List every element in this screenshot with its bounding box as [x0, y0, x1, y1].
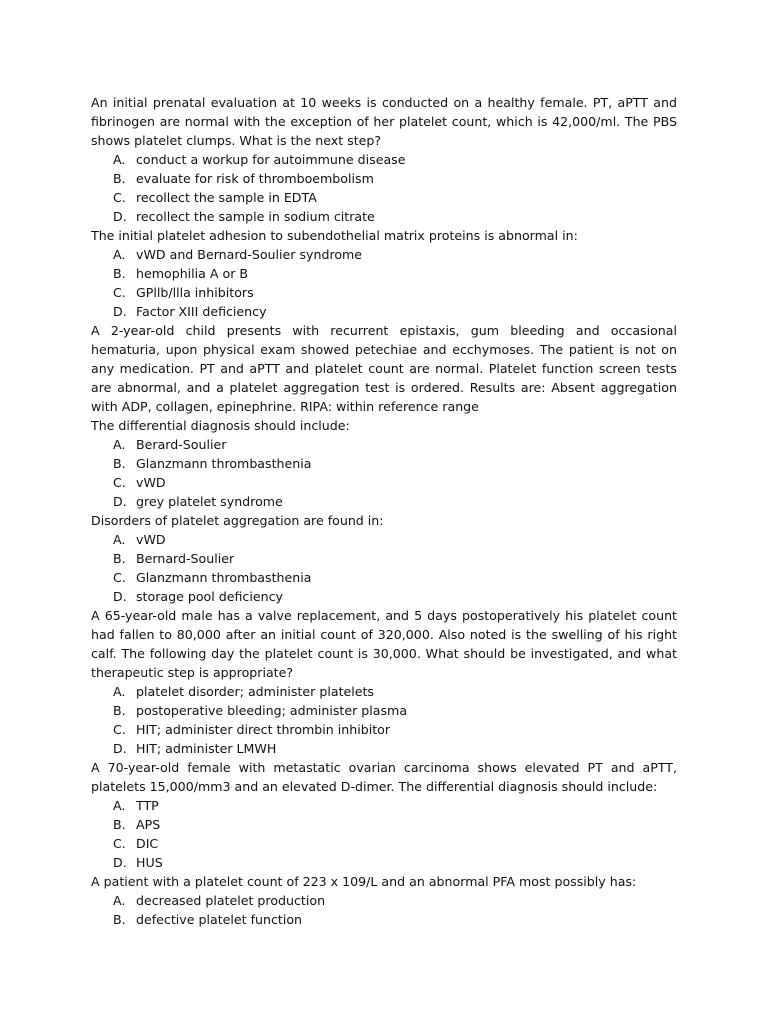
answer-option	[91, 530, 677, 549]
question-stem: Disorders of platelet aggregation are found in:	[91, 513, 384, 528]
option-text: decreased platelet production	[136, 893, 326, 908]
answer-options	[91, 150, 677, 226]
option-text: storage pool deficiency	[136, 589, 283, 604]
answer-option	[91, 682, 677, 701]
answer-option	[91, 834, 677, 853]
option-text: Factor XIII deficiency	[136, 304, 267, 319]
answer-option	[91, 245, 677, 264]
answer-option	[91, 891, 677, 910]
answer-option	[91, 169, 677, 188]
option-letter: B.	[113, 912, 126, 927]
answer-option	[91, 302, 677, 321]
answer-option	[91, 796, 677, 815]
option-text: recollect the sample in EDTA	[136, 190, 317, 205]
answer-option	[91, 454, 677, 473]
option-letter: A.	[113, 798, 126, 813]
option-text: Glanzmann thrombasthenia	[136, 456, 312, 471]
answer-options	[91, 891, 677, 929]
option-letter: D.	[113, 304, 127, 319]
option-letter: C.	[113, 722, 126, 737]
question-stem: A patient with a platelet count of 223 x 109/L and an abnormal PFA most possibly has:	[91, 874, 637, 889]
option-letter: A.	[113, 247, 126, 262]
option-text: defective platelet function	[136, 912, 303, 927]
option-text: Berard-Soulier	[136, 437, 227, 452]
option-text: postoperative bleeding; administer plasma	[136, 703, 408, 718]
option-text: vWD	[136, 532, 166, 547]
option-text: vWD	[136, 475, 166, 490]
answer-option	[91, 473, 677, 492]
option-text: grey platelet syndrome	[136, 494, 283, 509]
option-letter: D.	[113, 589, 127, 604]
option-letter: C.	[113, 190, 126, 205]
option-text: APS	[136, 817, 161, 832]
option-text: platelet disorder; administer platelets	[136, 684, 374, 699]
answer-option	[91, 207, 677, 226]
question-stem: An initial prenatal evaluation at 10 weeks is conducted on a healthy female. PT, aPTT and fibrinogen are normal with the exception of her platelet count, which is 42,000/ml. The PBS shows platelet clumps. What is the next step?	[91, 95, 677, 148]
option-text: evaluate for risk of thromboembolism	[136, 171, 374, 186]
option-letter: A.	[113, 152, 126, 167]
option-text: HUS	[136, 855, 163, 870]
answer-option	[91, 910, 677, 929]
option-text: vWD and Bernard-Soulier syndrome	[136, 247, 363, 262]
question-stem: A 70-year-old female with metastatic ovarian carcinoma shows elevated PT and aPTT, platelets 15,000/mm3 and an elevated D-dimer. The differential diagnosis should include:	[91, 760, 677, 794]
question-stem: A 2-year-old child presents with recurrent epistaxis, gum bleeding and occasional hematuria, upon physical exam showed petechiae and ecchymoses. The patient is not on any medication. PT and aPTT and platelet count are normal. Platelet function screen tests are abnormal, and a platelet aggregation test is ordered. Results are: Absent aggregation with ADP, collagen, epinephrine. RIPA: within reference range	[91, 323, 677, 414]
option-text: conduct a workup for autoimmune disease	[136, 152, 406, 167]
option-letter: D.	[113, 741, 127, 756]
answer-option	[91, 815, 677, 834]
option-letter: D.	[113, 855, 127, 870]
answer-options	[91, 245, 677, 321]
answer-option	[91, 283, 677, 302]
answer-options	[91, 682, 677, 758]
answer-options	[91, 530, 677, 606]
option-letter: B.	[113, 551, 126, 566]
answer-options	[91, 796, 677, 872]
option-letter: D.	[113, 209, 127, 224]
option-letter: A.	[113, 893, 126, 908]
option-letter: A.	[113, 532, 126, 547]
option-text: GPllb/llla inhibitors	[136, 285, 254, 300]
option-letter: C.	[113, 285, 126, 300]
answer-option	[91, 739, 677, 758]
answer-option	[91, 492, 677, 511]
answer-option	[91, 264, 677, 283]
answer-option	[91, 701, 677, 720]
answer-option	[91, 568, 677, 587]
answer-option	[91, 150, 677, 169]
answer-option	[91, 435, 677, 454]
option-text: DIC	[136, 836, 159, 851]
option-letter: B.	[113, 266, 126, 281]
option-text: hemophilia A or B	[136, 266, 249, 281]
option-letter: C.	[113, 836, 126, 851]
answer-option	[91, 549, 677, 568]
option-text: HIT; administer direct thrombin inhibitor	[136, 722, 391, 737]
option-text: Glanzmann thrombasthenia	[136, 570, 312, 585]
question-stem: The initial platelet adhesion to subendothelial matrix proteins is abnormal in:	[91, 228, 578, 243]
option-letter: B.	[113, 703, 126, 718]
option-letter: A.	[113, 437, 126, 452]
option-letter: B.	[113, 456, 126, 471]
option-letter: C.	[113, 475, 126, 490]
answer-option	[91, 587, 677, 606]
option-letter: B.	[113, 171, 126, 186]
answer-options	[91, 435, 677, 511]
option-letter: B.	[113, 817, 126, 832]
option-text: Bernard-Soulier	[136, 551, 235, 566]
option-letter: A.	[113, 684, 126, 699]
answer-option	[91, 188, 677, 207]
answer-option	[91, 853, 677, 872]
option-letter: C.	[113, 570, 126, 585]
option-letter: D.	[113, 494, 127, 509]
question-stem: A 65-year-old male has a valve replacement, and 5 days postoperatively his platelet count had fallen to 80,000 after an initial count of 320,000. Also noted is the swelling of his right calf. The following day the platelet count is 30,000. What should be investigated, and what therapeutic step is appropriate?	[91, 608, 677, 680]
question-prompt: The differential diagnosis should include:	[91, 418, 350, 433]
answer-option	[91, 720, 677, 739]
question-list	[91, 93, 677, 929]
option-text: TTP	[136, 798, 159, 813]
option-text: HIT; administer LMWH	[136, 741, 277, 756]
option-text: recollect the sample in sodium citrate	[136, 209, 375, 224]
